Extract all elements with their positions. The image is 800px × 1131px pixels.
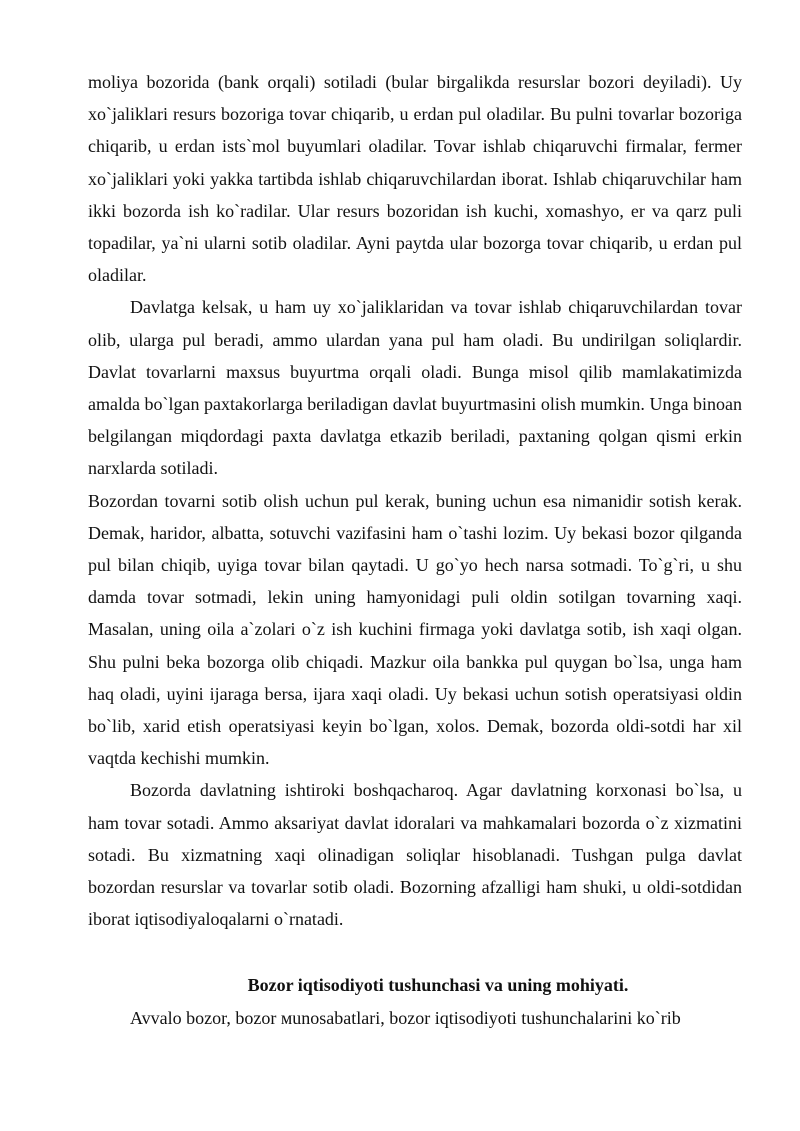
paragraph-2: Davlatga kelsak, u ham uy xo`jaliklaridan va tovar ishlab chiqaruvchilardan tovar olib, ularga pul beradi, ammo ulardan yana pul ham oladi. Bu undirilgan soliqlardir. Davlat tovarlarni maxsus buyurtma orqali oladi. Bunga misol qilib mamlakatimizda amalda bo`lgan paxtakorlarga beriladigan davlat buyurtmasini olish mumkin. Unga binoan belgilangan miqdordagi paxta davlatga etkazib beriladi, paxtaning qolgan qismi erkin narxlarda sotiladi. (88, 297, 742, 479)
section-heading: Bozor iqtisodiyoti tushunchasi va uning mohiyati. (247, 975, 629, 996)
document-page (88, 66, 742, 1034)
paragraph-3: Bozordan tovarni sotib olish uchun pul kerak, buning uchun esa nimanidir sotish kerak. Demak, haridor, albatta, sotuvchi vazifasini ham o`tashi lozim. Uy bekasi bozor qilganda pul bilan chiqib, uyiga tovar bilan qaytadi. U go`yo hech narsa sotmadi. To`g`ri, u shu damda tovar sotmadi, lekin uning hamyonidagi puli oldin sotilgan tovarning xaqi. Masalan, uning oila a`zolari o`z ish kuchini firmaga yoki davlatga sotib, ish xaqi olgan. Shu pulni beka bozorga olib chiqadi. Mazkur oila bankka pul quygan bo`lsa, unga ham haq oladi, uyini ijaraga bersa, ijara xaqi oladi. Uy bekasi uchun sotish operatsiyasi oldin bo`lib, xarid etish operatsiyasi keyin bo`lgan, xolos. Demak, bozorda oldi-sotdi har xil vaqtda kechishi mumkin. (88, 490, 742, 769)
paragraph-1: moliya bozorida (bank orqali) sotiladi (bular birgalikda resurslar bozori deyiladi). Uy xo`jaliklari resurs bozoriga tovar chiqarib, u erdan pul oladilar. Bu pulni tovarlar bozoriga chiqarib, u erdan ists`mol buyumlari oladilar. Tovar ishlab chiqaruvchi firmalar, fermer xo`jaliklari yoki yakka tartibda ishlab chiqaruvchilardan iborat. Ishlab chiqaruvchilar ham ikki bozorda ish ko`radilar. Ular resurs bozoridan ish kuchi, xomashyo, er va qarz puli topadilar, ya`ni ularni sotib oladilar. Ayni paytda ular bozorga tovar chiqarib, u erdan pul oladilar. (88, 72, 742, 286)
paragraph-5: Avvalo bozor, bozor мunosabatlari, bozor iqtisodiyoti tushunchalarini ko`rib (130, 1007, 681, 1028)
paragraph-4: Bozorda davlatning ishtiroki boshqacharoq. Agar davlatning korxonasi bo`lsa, u ham tovar sotadi. Ammo aksariyat davlat idoralari va mahkamalari bozorda o`z xizmatini sotadi. Bu xizmatning xaqi olinadigan soliqlar hisoblanadi. Tushgan pulga davlat bozordan resurslar va tovarlar sotib oladi. Bozorning afzalligi ham shuki, u oldi-sotdidan iborat iqtisodiyaloqalarni o`rnatadi. (88, 780, 742, 930)
